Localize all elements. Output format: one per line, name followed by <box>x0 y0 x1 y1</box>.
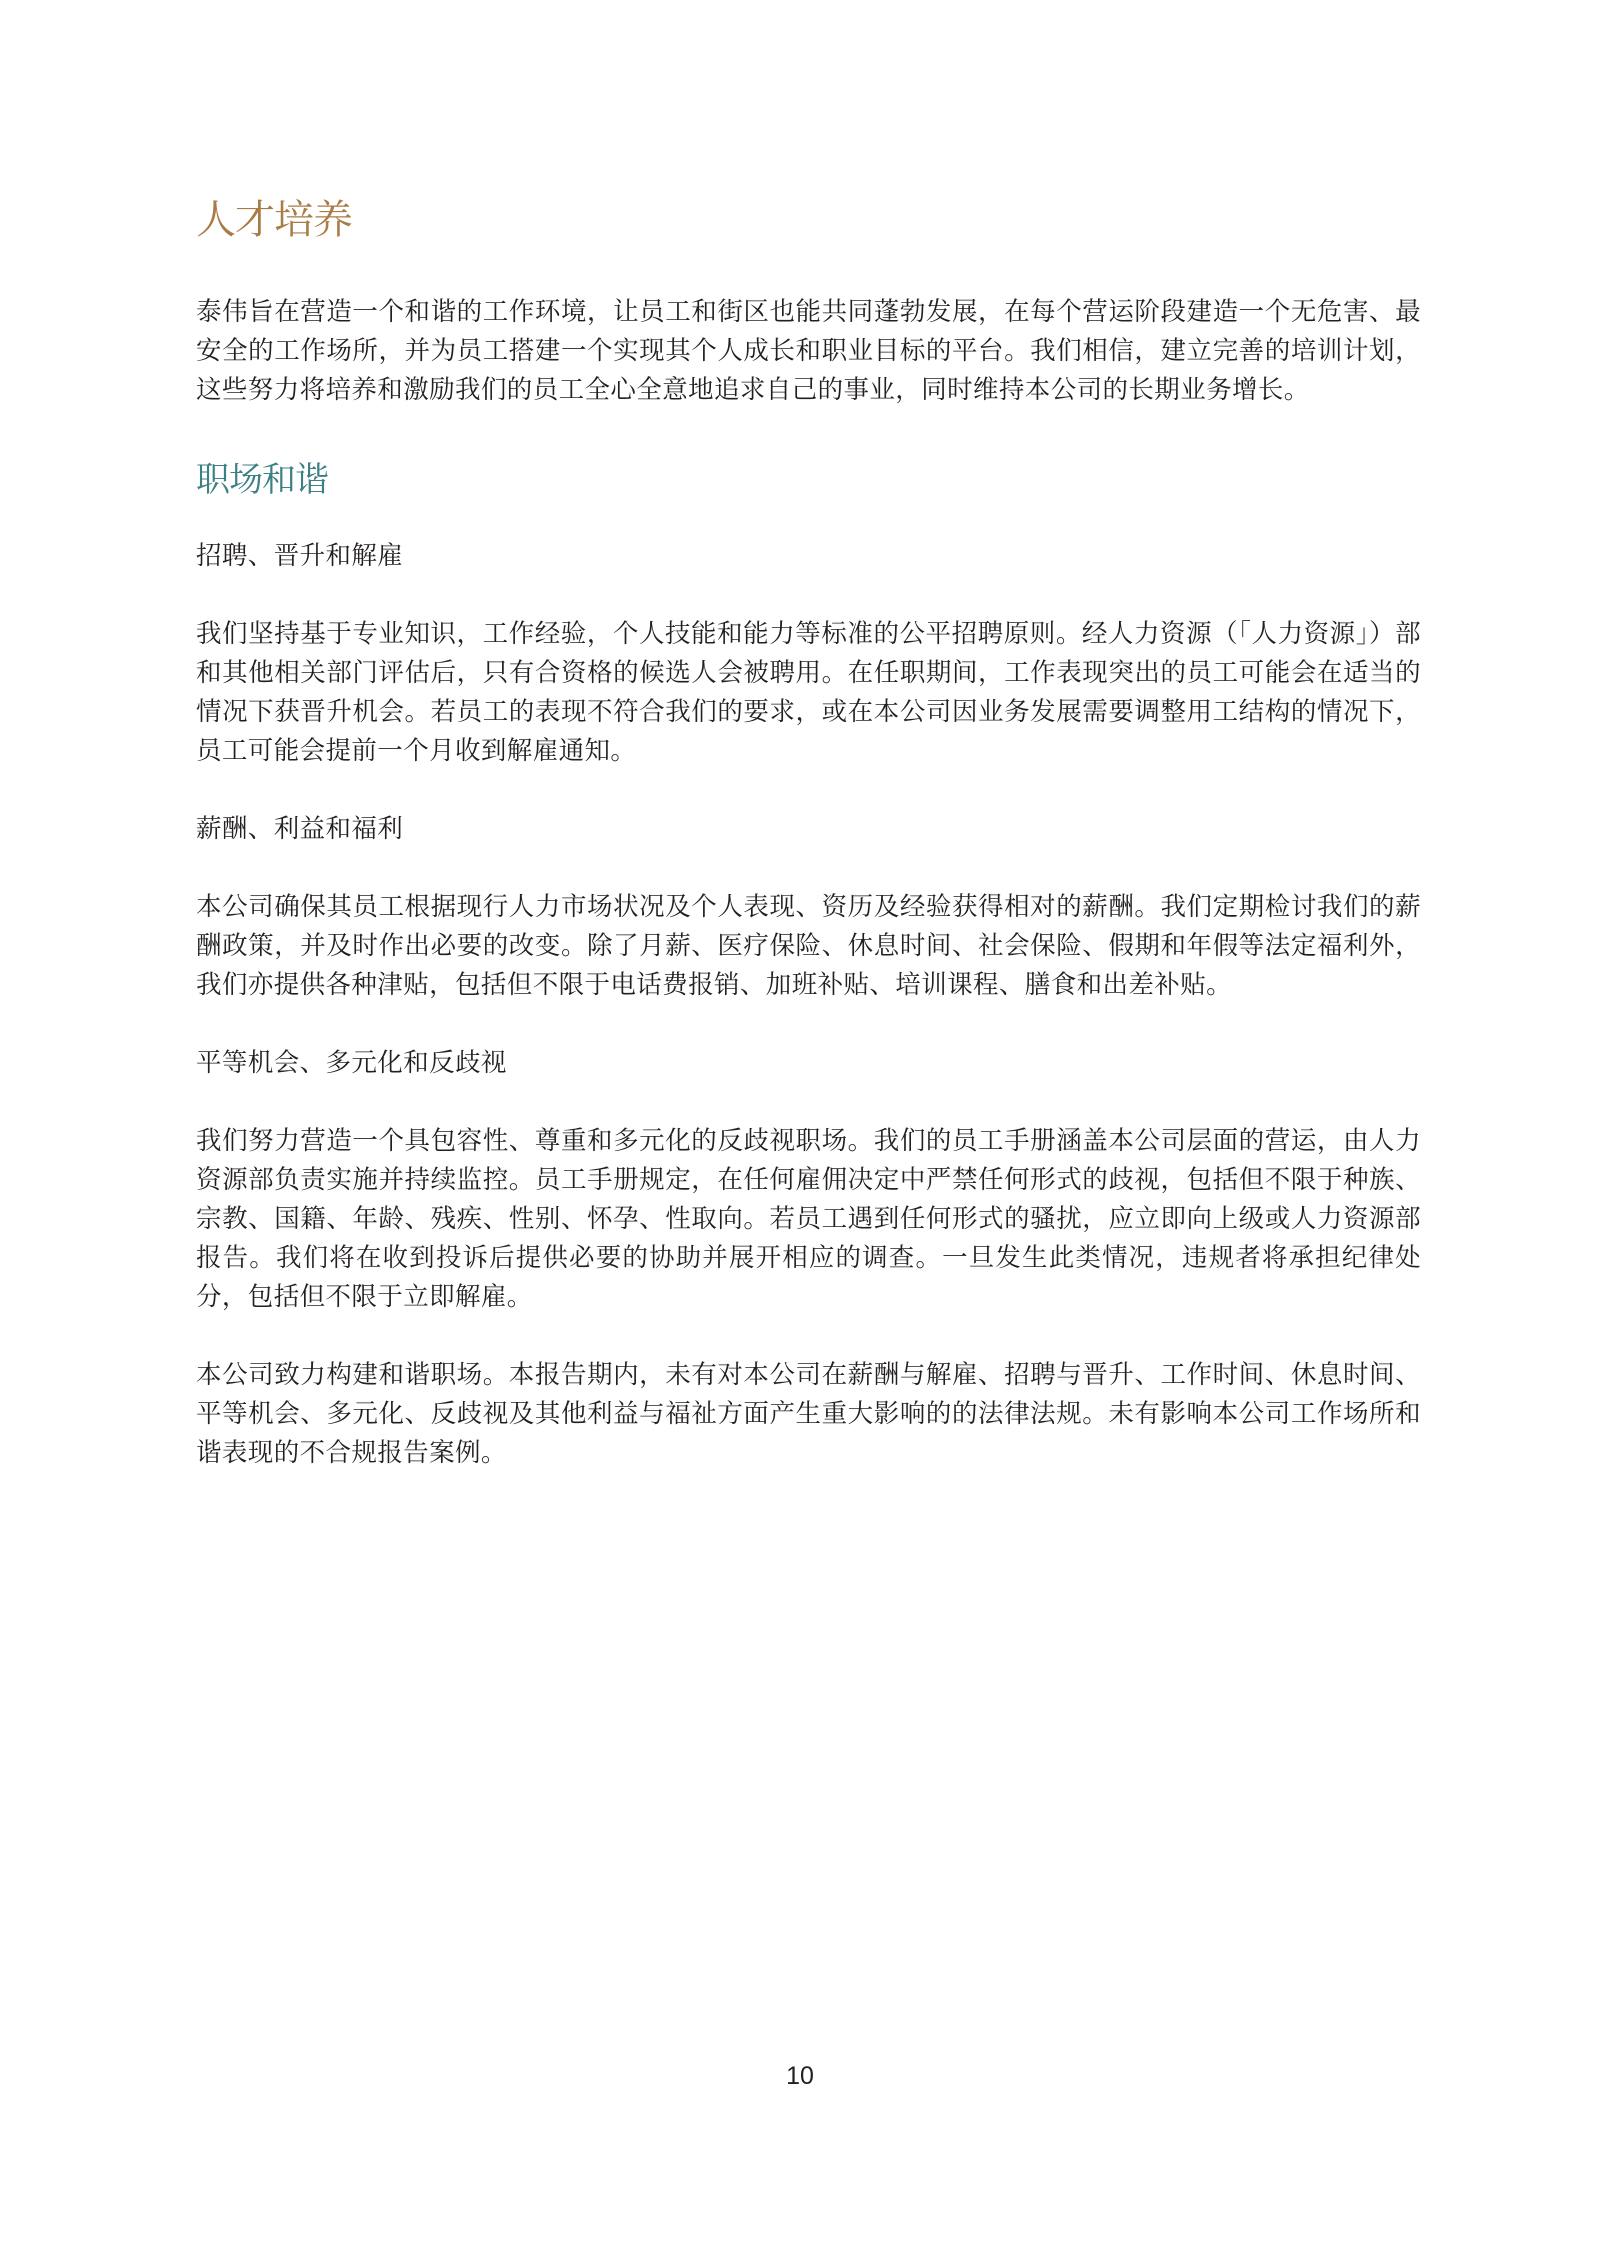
section-title-talent-development: 人才培养 <box>196 197 352 243</box>
talent-development-paragraph: 泰伟旨在营造一个和谐的工作环境，让员工和街区也能共同蓬勃发展，在每个营运阶段建造一个无危害、最安全的工作场所，并为员工搭建一个实现其个人成长和职业目标的平台。我们相信，建立完善的培训计划，这些努力将培养和激励我们的员工全心全意地追求自己的事业，同时维持本公司的长期业务增长。 <box>196 297 1421 405</box>
compensation-paragraph: 本公司确保其员工根据现行人力市场状况及个人表现、资历及经验获得相对的薪酬。我们定期检讨我们的薪酬政策，并及时作出必要的改变。除了月薪、医疗保险、休息时间、社会保险、假期和年假等法定福利外，我们亦提供各种津贴，包括但不限于电话费报销、加班补贴、培训课程、膳食和出差补贴。 <box>196 892 1421 1000</box>
recruitment-paragraph: 我们坚持基于专业知识，工作经验，个人技能和能力等标准的公平招聘原则。经人力资源（「人力资源」）部和其他相关部门评估后，只有合资格的候选人会被聘用。在任职期间，工作表现突出的员工可能会在适当的情况下获晋升机会。若员工的表现不符合我们的要求，或在本公司因业务发展需要调整用工结构的情况下，员工可能会提前一个月收到解雇通知。 <box>196 619 1421 766</box>
subheading-recruitment: 招聘、晋升和解雇 <box>196 541 404 571</box>
closing-paragraph: 本公司致力构建和谐职场。本报告期内，未有对本公司在薪酬与解雇、招聘与晋升、工作时间、休息时间、平等机会、多元化、反歧视及其他利益与福祉方面产生重大影响的的法律法规。未有影响本公司工作场所和谐表现的不合规报告案例。 <box>196 1360 1421 1468</box>
subheading-compensation: 薪酬、利益和福利 <box>196 814 404 844</box>
page-number: 10 <box>786 2062 814 2090</box>
equal-opportunity-paragraph: 我们努力营造一个具包容性、尊重和多元化的反歧视职场。我们的员工手册涵盖本公司层面的营运，由人力资源部负责实施并持续监控。员工手册规定，在任何雇佣决定中严禁任何形式的歧视，包括但不限于种族、宗教、国籍、年龄、残疾、性别、怀孕、性取向。若员工遇到任何形式的骚扰，应立即向上级或人力资源部报告。我们将在收到投诉后提供必要的协助并展开相应的调查。一旦发生此类情况，违规者将承担纪律处分，包括但不限于立即解雇。 <box>196 1126 1421 1312</box>
section-title-workplace-harmony: 职场和谐 <box>196 460 328 500</box>
subheading-equal-opportunity: 平等机会、多元化和反歧视 <box>196 1048 507 1078</box>
page-content <box>196 190 1421 1473</box>
